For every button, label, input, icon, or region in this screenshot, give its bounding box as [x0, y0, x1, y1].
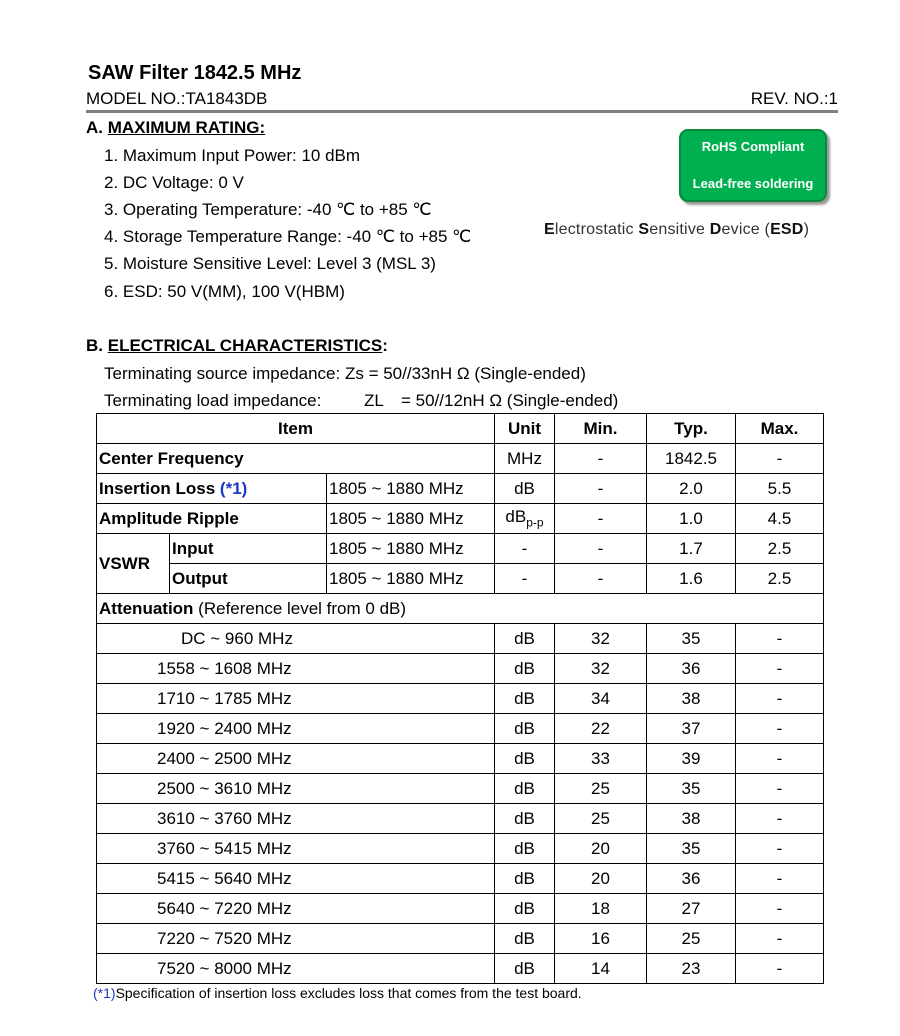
cell-max: -: [736, 924, 824, 954]
cell-typ: 36: [647, 654, 736, 684]
cell-min: -: [555, 564, 647, 594]
cell-range: 7220 ~ 7520 MHz: [97, 924, 495, 954]
esd-word: evice (: [721, 221, 771, 238]
esd-close: ): [803, 221, 810, 238]
footnote-ref: (*1): [93, 985, 116, 1001]
section-b-colon: :: [382, 336, 388, 355]
cell-typ: 39: [647, 744, 736, 774]
cell-min: 18: [555, 894, 647, 924]
cell-range: 1805 ~ 1880 MHz: [327, 564, 495, 594]
rating-item: 1. Maximum Input Power: 10 dBm: [104, 146, 361, 165]
cell-typ: 1842.5: [647, 444, 736, 474]
header-unit: Unit: [495, 414, 555, 444]
footnote: [93, 985, 582, 1001]
rohs-badge: [679, 129, 827, 202]
source-impedance: Terminating source impedance: Zs = 50//33nH Ω (Single-ended): [104, 364, 586, 383]
section-b-title: ELECTRICAL CHARACTERISTICS: [107, 336, 383, 355]
esd-abbr: ESD: [770, 221, 804, 238]
cell-typ: 27: [647, 894, 736, 924]
cell-unit: dB: [495, 954, 555, 984]
attenuation-row: [97, 864, 824, 894]
rating-item: 6. ESD: 50 V(MM), 100 V(HBM): [104, 282, 345, 301]
header-rule: [86, 110, 838, 113]
load-impedance-value: = 50//12nH Ω (Single-ended): [401, 391, 619, 410]
header-item: Item: [97, 414, 495, 444]
cell-unit: MHz: [495, 444, 555, 474]
cell-unit: [495, 504, 555, 534]
section-a-prefix: A.: [86, 118, 103, 137]
cell-min: 20: [555, 864, 647, 894]
attenuation-row: [97, 774, 824, 804]
insertion-loss-label: Insertion Loss: [99, 478, 216, 498]
cell-range: 3610 ~ 3760 MHz: [97, 804, 495, 834]
cell-min: 33: [555, 744, 647, 774]
unit-main: dB: [505, 507, 527, 527]
cell-typ: 37: [647, 714, 736, 744]
cell-range: 2500 ~ 3610 MHz: [97, 774, 495, 804]
cell-unit: dB: [495, 744, 555, 774]
esd-label: [544, 221, 809, 239]
cell-range: 2400 ~ 2500 MHz: [97, 744, 495, 774]
header-max: Max.: [736, 414, 824, 444]
cell-min: 20: [555, 834, 647, 864]
rating-item: 5. Moisture Sensitive Level: Level 3 (MSL 3): [104, 254, 436, 273]
cell-min: -: [555, 444, 647, 474]
cell-max: 2.5: [736, 534, 824, 564]
esd-word: ensitive: [649, 221, 710, 238]
cell-unit: -: [495, 534, 555, 564]
cell-unit: dB: [495, 924, 555, 954]
attenuation-row: [97, 654, 824, 684]
rating-item: 4. Storage Temperature Range: -40 ℃ to +85 ℃: [104, 227, 472, 246]
rohs-label: RoHS Compliant: [701, 139, 805, 154]
cell-range: 5640 ~ 7220 MHz: [97, 894, 495, 924]
vswr-label: VSWR: [97, 534, 170, 594]
attenuation-heading: [97, 594, 824, 624]
cell-min: 16: [555, 924, 647, 954]
cell-typ: 23: [647, 954, 736, 984]
cell-range: 1805 ~ 1880 MHz: [327, 534, 495, 564]
cell-max: -: [736, 834, 824, 864]
cell-range: 1805 ~ 1880 MHz: [327, 504, 495, 534]
cell-min: 25: [555, 804, 647, 834]
section-a-title: MAXIMUM RATING:: [107, 118, 266, 137]
cell-min: 32: [555, 654, 647, 684]
cell-min: -: [555, 474, 647, 504]
cell-min: 22: [555, 714, 647, 744]
cell-max: -: [736, 624, 824, 654]
cell-max: -: [736, 804, 824, 834]
center-frequency-label: Center Frequency: [97, 444, 495, 474]
cell-min: -: [555, 504, 647, 534]
cell-unit: -: [495, 564, 555, 594]
cell-max: -: [736, 744, 824, 774]
section-b-heading: [86, 336, 388, 356]
cell-unit: dB: [495, 804, 555, 834]
cell-max: -: [736, 444, 824, 474]
attenuation-row: [97, 684, 824, 714]
table-row: [97, 564, 824, 594]
cell-unit: dB: [495, 894, 555, 924]
lead-free-label: Lead-free soldering: [692, 176, 814, 191]
cell-unit: dB: [495, 654, 555, 684]
attenuation-row: [97, 924, 824, 954]
cell-max: 5.5: [736, 474, 824, 504]
cell-range: 1710 ~ 1785 MHz: [97, 684, 495, 714]
attenuation-row: [97, 804, 824, 834]
cell-unit: dB: [495, 774, 555, 804]
cell-typ: 35: [647, 774, 736, 804]
cell-unit: dB: [495, 474, 555, 504]
amplitude-ripple-label: Amplitude Ripple: [97, 504, 327, 534]
cell-min: 25: [555, 774, 647, 804]
attenuation-row: [97, 624, 824, 654]
cell-range: 1920 ~ 2400 MHz: [97, 714, 495, 744]
cell-typ: 38: [647, 804, 736, 834]
cell-max: -: [736, 894, 824, 924]
cell-typ: 38: [647, 684, 736, 714]
cell-max: 2.5: [736, 564, 824, 594]
unit-sub: p-p: [526, 515, 544, 530]
cell-range: 7520 ~ 8000 MHz: [97, 954, 495, 984]
table-row: [97, 504, 824, 534]
attenuation-label: Attenuation: [99, 598, 194, 618]
cell-max: -: [736, 954, 824, 984]
cell-range: 5415 ~ 5640 MHz: [97, 864, 495, 894]
table-row: [97, 474, 824, 504]
vswr-input-label: Input: [170, 534, 327, 564]
cell-unit: dB: [495, 714, 555, 744]
cell-range: 3760 ~ 5415 MHz: [97, 834, 495, 864]
esd-word: lectrostatic: [554, 221, 639, 238]
table-header-row: [97, 414, 824, 444]
footnote-text: Specification of insertion loss excludes loss that comes from the test board.: [115, 985, 582, 1001]
cell-typ: 25: [647, 924, 736, 954]
cell-min: -: [555, 534, 647, 564]
cell-max: -: [736, 654, 824, 684]
cell-typ: 35: [647, 834, 736, 864]
esd-initial: E: [544, 221, 555, 238]
cell-min: 14: [555, 954, 647, 984]
cell-range: 1558 ~ 1608 MHz: [97, 654, 495, 684]
cell-typ: 1.7: [647, 534, 736, 564]
load-impedance-label: Terminating load impedance:: [104, 391, 322, 410]
attenuation-row: [97, 954, 824, 984]
esd-initial: S: [638, 221, 650, 238]
attenuation-row: [97, 894, 824, 924]
cell-typ: 1.0: [647, 504, 736, 534]
document-title: SAW Filter 1842.5 MHz: [88, 62, 302, 84]
attenuation-row: [97, 714, 824, 744]
vswr-output-label: Output: [170, 564, 327, 594]
cell-range: 1805 ~ 1880 MHz: [327, 474, 495, 504]
cell-typ: 35: [647, 624, 736, 654]
table-row: [97, 594, 824, 624]
cell-unit: dB: [495, 684, 555, 714]
cell-min: 34: [555, 684, 647, 714]
cell-unit: dB: [495, 834, 555, 864]
revision-number: REV. NO.:1: [750, 89, 838, 108]
electrical-characteristics-table: [96, 413, 824, 984]
cell-max: -: [736, 864, 824, 894]
cell-range: DC ~ 960 MHz: [97, 624, 495, 654]
cell-typ: 1.6: [647, 564, 736, 594]
cell-max: 4.5: [736, 504, 824, 534]
note-ref: (*1): [219, 478, 248, 498]
cell-typ: 2.0: [647, 474, 736, 504]
cell-max: -: [736, 684, 824, 714]
model-number: MODEL NO.:TA1843DB: [86, 89, 268, 108]
attenuation-row: [97, 834, 824, 864]
cell-typ: 36: [647, 864, 736, 894]
esd-initial: D: [709, 221, 722, 238]
rating-item: 3. Operating Temperature: -40 ℃ to +85 ℃: [104, 200, 432, 219]
cell-unit: dB: [495, 864, 555, 894]
cell-max: -: [736, 774, 824, 804]
cell-max: -: [736, 714, 824, 744]
section-a-heading: [86, 118, 265, 138]
cell-unit: dB: [495, 624, 555, 654]
table-row: [97, 444, 824, 474]
section-b-prefix: B.: [86, 336, 103, 355]
header-typ: Typ.: [647, 414, 736, 444]
load-impedance-symbol: ZL: [364, 391, 384, 410]
header-min: Min.: [555, 414, 647, 444]
insertion-loss-label-cell: [97, 474, 327, 504]
cell-min: 32: [555, 624, 647, 654]
attenuation-row: [97, 744, 824, 774]
table-row: [97, 534, 824, 564]
attenuation-note: (Reference level from 0 dB): [198, 598, 407, 618]
rating-item: 2. DC Voltage: 0 V: [104, 173, 244, 192]
